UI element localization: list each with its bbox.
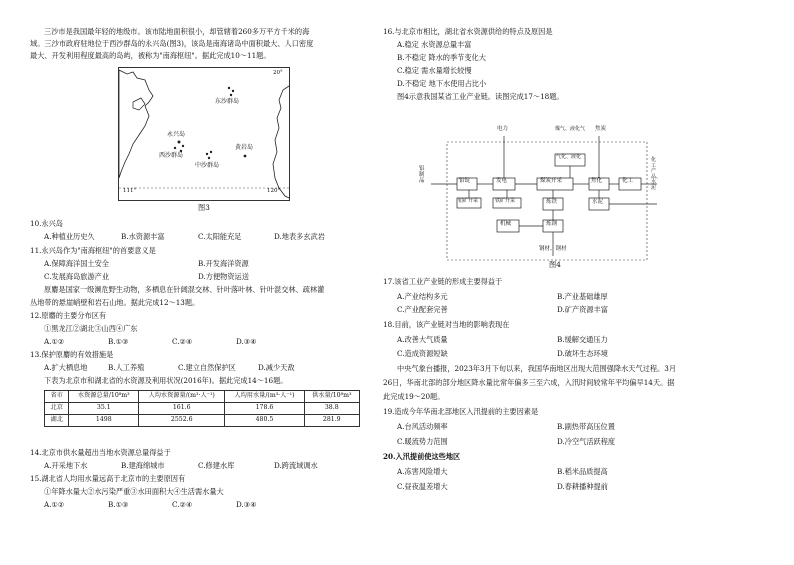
- q10-stem: 10.永兴岛: [30, 219, 63, 228]
- q12-option-b[interactable]: B.①③: [108, 337, 129, 346]
- q10-option-c[interactable]: C.太阳能充足: [198, 232, 242, 241]
- label-gasification: 气化、液化: [556, 154, 582, 160]
- q12-option-c[interactable]: C.②④: [172, 337, 193, 346]
- intro-line-3: 最大、开发利用程度最高的岛屿，被称为"南海枢纽"。据此完成10～11题。: [30, 51, 271, 60]
- q20-option-c[interactable]: C.昼夜温差增大: [397, 482, 448, 491]
- q12-stem: 12.原麝的主要分布区有: [30, 311, 107, 320]
- q14-option-a[interactable]: A.开采地下水: [44, 461, 88, 470]
- label-huangyan: 黄岩岛: [235, 144, 254, 151]
- q18-stem: 18.目前，该产业链对当地的影响表现在: [383, 320, 510, 329]
- q18-option-d[interactable]: D.破坏生态环境: [557, 349, 608, 358]
- q14-option-d[interactable]: D.跨流域调水: [274, 461, 318, 470]
- q15-option-d[interactable]: D.③④: [236, 500, 257, 509]
- label-steel: 钢材、钢材: [539, 246, 567, 252]
- q10-option-b[interactable]: B.水资源丰富: [121, 232, 165, 241]
- box-iron-mining: 铁矿开采: [495, 198, 516, 204]
- q18-option-a[interactable]: A.改善大气质量: [397, 335, 448, 344]
- label-chem-cement: 化工产品、水泥: [651, 157, 662, 191]
- table-header-row: [45, 391, 360, 403]
- map-graphic: [119, 68, 289, 200]
- water-resource-table: [44, 390, 360, 427]
- table-cell: 2552.6: [139, 414, 225, 426]
- q12-option-a[interactable]: A.①②: [44, 337, 65, 346]
- box-ironmaking: 炼铁: [546, 199, 558, 205]
- q13-option-d[interactable]: D.减少天敌: [258, 363, 295, 372]
- q14-stem: 14.北京市供水量超出当地水资源总量得益于: [30, 448, 171, 457]
- box-machinery: 机械: [500, 221, 512, 227]
- q15-stem: 15.湖北省人均用水量远高于北京市的主要原因有: [30, 474, 186, 483]
- q16-option-c[interactable]: C.稳定 需水量增长较慢: [397, 66, 472, 75]
- q11-stem: 11.永兴岛作为"南海枢纽"的首要意义是: [30, 246, 156, 255]
- south-sea-map: [118, 67, 290, 201]
- q10-option-a[interactable]: A.种植业历史久: [44, 232, 95, 241]
- box-power: 发电: [496, 178, 508, 184]
- q13-stem: 13.保护原麝的有效措施是: [30, 350, 114, 359]
- q11-option-b[interactable]: B.开发海洋资源: [198, 259, 249, 268]
- q13-option-b[interactable]: B.人工养殖: [108, 363, 145, 372]
- q15-option-c[interactable]: C.②④: [172, 500, 193, 509]
- q12-option-d[interactable]: D.③④: [236, 337, 257, 346]
- para4-line-3: 此完成19～20题。: [383, 392, 445, 401]
- table-header-cell: 省市: [45, 391, 69, 403]
- box-steelmaking: 炼钢: [546, 221, 558, 227]
- label-aluminum-products: 铝制品: [419, 166, 425, 185]
- q11-option-c[interactable]: C.发展海岛旅游产业: [44, 272, 110, 281]
- q12-sub: ①黑龙江②湖北③山西④广东: [44, 324, 138, 333]
- q18-option-c[interactable]: C.造成资源短缺: [397, 349, 448, 358]
- label-yongxing: 永兴岛: [167, 131, 186, 138]
- q19-stem: 19.造成今年华南北部地区入汛提前的主要因素是: [383, 407, 539, 416]
- box-coal-mining: 煤炭开采: [540, 178, 563, 184]
- label-gas: 煤气、液化气: [555, 126, 586, 132]
- q17-option-c[interactable]: C.产业配套完善: [397, 305, 448, 314]
- table-cell: 480.5: [225, 414, 304, 426]
- table-row: [45, 414, 360, 426]
- box-chemical: 化工: [622, 178, 634, 184]
- q13-option-c[interactable]: C.建立自然保护区: [178, 363, 236, 372]
- table-cell: 35.1: [69, 402, 139, 414]
- para4-line-2: 26日，华南北部的部分地区降水量比常年偏多三至六成，入汛时间较常年平均偏早14天。据: [383, 378, 675, 387]
- lat-top-label: 20°: [273, 70, 283, 76]
- table-row: [45, 402, 360, 414]
- table-header-cell: 人均水资源量/(m³·人⁻¹): [139, 391, 225, 403]
- lon-right-label: 120°: [267, 188, 281, 194]
- label-coke: 焦炭: [595, 126, 607, 132]
- table-header-cell: 人均用水量/(m³·人⁻¹): [225, 391, 304, 403]
- q20-stem: 20.入汛提前使这些地区: [383, 452, 461, 461]
- para2-line-2: 丛地带的悬崖峭壁和岩石山地。据此完成12～13题。: [30, 298, 200, 307]
- q17-stem: 17.该省工业产业链的形成主要得益于: [383, 277, 503, 286]
- map-caption: 图3: [198, 203, 210, 212]
- table-cell: 281.9: [304, 414, 359, 426]
- lon-left-label: 111°: [123, 188, 137, 194]
- table-cell: 1498: [69, 414, 139, 426]
- q14-option-c[interactable]: C.修建水库: [198, 461, 235, 470]
- label-dongsha: 东沙群岛: [215, 98, 240, 105]
- table-cell: 161.6: [139, 402, 225, 414]
- q19-option-b[interactable]: B.副热带高压位置: [557, 422, 615, 431]
- q20-option-a[interactable]: A.冻害风险增大: [397, 467, 448, 476]
- para2-line-1: 原麝是国家一级濒危野生动物，多栖息在针阔混交林、针叶落叶林、针叶混交林、疏林灌: [44, 285, 325, 294]
- label-xisha: 西沙群岛: [159, 152, 184, 159]
- label-zhongsha: 中沙群岛: [195, 162, 220, 169]
- q20-option-b[interactable]: B.稻米品质提高: [557, 467, 608, 476]
- para3: 下表为北京市和湖北省的水资源及利用状况(2016年)。据此完成14～16题。: [44, 376, 288, 385]
- q16-option-a[interactable]: A.稳定 水资源总量丰富: [397, 40, 472, 49]
- q11-option-a[interactable]: A.保障海洋国土安全: [44, 259, 109, 268]
- fig4-intro: 图4示意我国某省工业产业链。读图完成17～18题。: [397, 92, 564, 101]
- q15-option-a[interactable]: A.①②: [44, 500, 65, 509]
- q18-option-b[interactable]: B.缓解交通压力: [557, 335, 608, 344]
- table-cell: 38.8: [304, 402, 359, 414]
- table-cell: 湖北: [45, 414, 69, 426]
- intro-line-1: 三沙市是我国最年轻的地级市。该市陆地面积很小，却管辖着260多万平方千米的海: [44, 27, 310, 36]
- q17-option-a[interactable]: A.产业结构多元: [397, 292, 448, 301]
- q17-option-d[interactable]: D.矿产资源丰富: [557, 305, 608, 314]
- q20-option-d[interactable]: D.春耕播种提前: [557, 482, 608, 491]
- industry-chain-diagram: [419, 106, 662, 264]
- q19-option-d[interactable]: D.冷空气活跃程度: [557, 437, 616, 446]
- table-header-cell: 供水量/10⁸m³: [304, 391, 359, 403]
- para4-line-1: 中央气象台播报，2023年3月下旬以来，我国华南地区出现大范围强降水天气过程。3月: [397, 364, 677, 373]
- q17-option-b[interactable]: B.产业基础雄厚: [557, 292, 608, 301]
- box-coking: 焦化: [591, 178, 603, 184]
- box-cement: 水泥: [592, 199, 604, 205]
- diagram-caption: 图4: [549, 260, 561, 269]
- q16-option-b[interactable]: B.不稳定 降水的季节变化大: [397, 53, 486, 62]
- label-electricity: 电力: [497, 126, 509, 132]
- q15-option-b[interactable]: B.①③: [108, 500, 129, 509]
- q15-sub: ①年降水量大②水污染严重③水田面积大④生活需水量大: [44, 487, 224, 496]
- table-header-cell: 水资源总量/10⁸m³: [69, 391, 139, 403]
- q10-option-d[interactable]: D.地表多玄武岩: [274, 232, 325, 241]
- table-cell: 北京: [45, 402, 69, 414]
- table-cell: 178.6: [225, 402, 304, 414]
- box-aluminum-mining: 铝矿开采: [458, 198, 479, 204]
- q19-option-c[interactable]: C.暖流势力范围: [397, 437, 448, 446]
- q19-option-a[interactable]: A.台风活动频率: [397, 422, 448, 431]
- q16-stem: 16.与北京市相比，湖北省水资源供给的特点及原因是: [383, 27, 553, 36]
- box-aluminum-ingot: 铝锭: [459, 178, 471, 184]
- intro-line-2: 域。三沙市政府驻地位于西沙群岛的永兴岛(图3)，该岛是南海诸岛中面积最大、人口密度: [30, 39, 314, 48]
- q14-option-b[interactable]: B.建海绵城市: [121, 461, 165, 470]
- q13-option-a[interactable]: A.扩大栖息地: [44, 363, 88, 372]
- q11-option-d[interactable]: D.方便物资运送: [198, 272, 249, 281]
- q16-option-d[interactable]: D.不稳定 地下水使用占比小: [397, 79, 487, 88]
